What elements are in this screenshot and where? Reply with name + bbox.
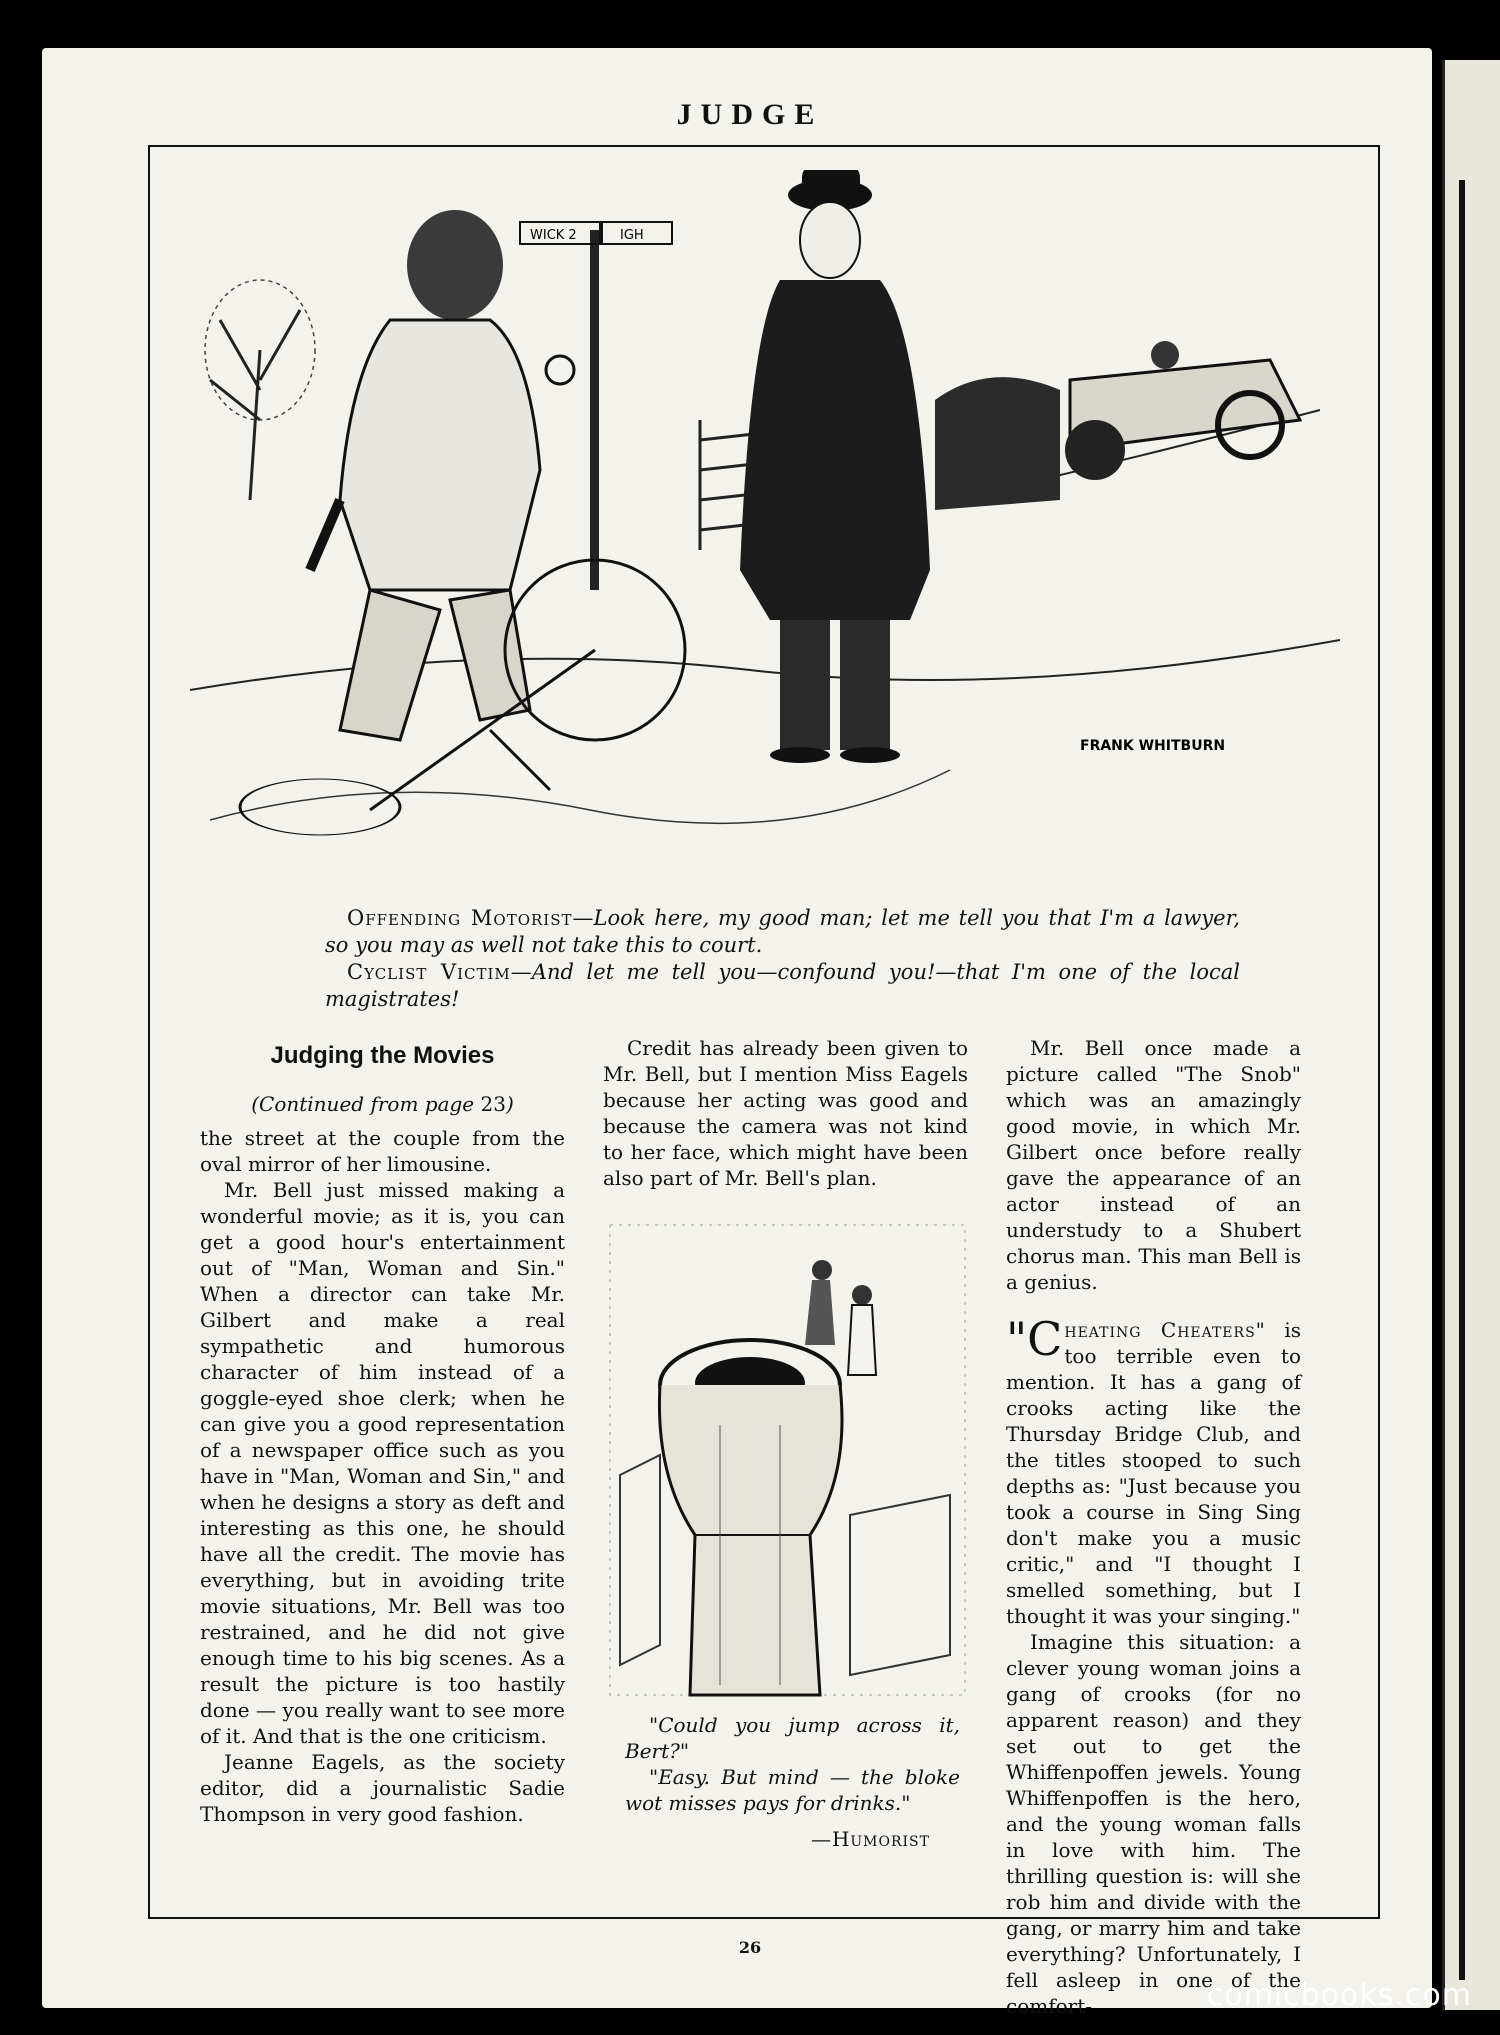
- article-column-3: [1006, 1035, 1301, 2019]
- signpost-left-text: WICK 2: [530, 228, 577, 243]
- car-drawing: [1065, 341, 1300, 480]
- caption-line-question: "Could you jump across it, Bert?": [625, 1713, 960, 1763]
- chimney-cartoon-caption: [625, 1712, 960, 1852]
- speech-offending-motorist: —Look here, my good man; let me tell you that I'm a lawyer, so you may as well not take this to court.: [325, 906, 1240, 957]
- watermark: comicbooks.com: [1206, 1978, 1472, 2013]
- page-number: 26: [738, 1938, 762, 1957]
- article-paragraph-cheating-cheaters: "Cheating Cheaters" is too terrible even to mention. It has a gang of crooks acting like the Thursday Bridge Club, and the titles stooped to such depths as: "Just because you took a course in Sing Sing don't make you a music critic," and "I thought I smelled something, but I thought it was your singing.": [1006, 1312, 1301, 1628]
- motorist-cartoon-illustration: [190, 170, 1340, 890]
- signpost-right-text: IGH: [620, 228, 644, 243]
- facing-page-edge: [1442, 60, 1500, 2010]
- cyclist-figure: [740, 170, 930, 763]
- speaker-offending-motorist: Offending Motorist: [347, 906, 573, 930]
- article-paragraph: Mr. Bell once made a picture called "The Snob" which was an amazingly good movie, in which Mr. Gilbert once before really gave the appearance of an actor instead of an understudy to a Shubert chorus man. This man Bell is a genius.: [1006, 1036, 1301, 1294]
- film-title: heating Cheaters": [1064, 1318, 1266, 1342]
- continued-note: (Continued from page 23): [251, 1092, 514, 1116]
- speech-cyclist-victim: —And let me tell you—confound you!—that I'm one of the local magistrates!: [325, 960, 1240, 1011]
- article-paragraph: Jeanne Eagels, as the society editor, did a journalistic Sadie Thompson in very good fashion.: [200, 1750, 565, 1826]
- signpost-drawing: [520, 222, 672, 590]
- article-paragraph: Credit has already been given to Mr. Bell, but I mention Miss Eagels because her acting was good and because the camera was not kind to her face, which might have been also part of Mr. Bell's plan.: [603, 1036, 968, 1190]
- chimney-cartoon-illustration: [600, 1215, 975, 1715]
- article-paragraph: the street at the couple from the oval mirror of her limousine.: [200, 1126, 565, 1176]
- article-headline: Judging the Movies: [270, 1042, 495, 1069]
- drop-cap: "C: [1006, 1312, 1063, 1366]
- cartoon-caption: [325, 905, 1240, 1013]
- tree-drawing: [205, 280, 315, 500]
- article-column-2: [603, 1035, 968, 1191]
- article-paragraph: Imagine this situation: a clever young woman joins a gang of crooks (for no apparent reason) and they set out to get the Whiffenpoffen jewels. Young Whiffenpoffen is the hero, and the young woman falls in love with him. The thrilling question is: will she rob him and divide with the gang, or marry him and take everything? Unfortunately, I fell asleep in one of the comfort-: [1006, 1630, 1301, 2018]
- article-column-1: [200, 1035, 565, 1827]
- artist-signature: FRANK WHITBURN: [1080, 738, 1226, 754]
- speaker-cyclist-victim: Cyclist Victim: [347, 960, 511, 984]
- article-paragraph: Mr. Bell just missed making a wonderful movie; as it is, you can get a good hour's entertainment out of "Man, Woman and Sin." When a director can take Mr. Gilbert and make a real sympathetic and humorous character of him instead of a goggle-eyed shoe clerk; when he can give you a good representation of a newspaper office such as you have in "Man, Woman and Sin," and when he designs a story as deft and interesting as this one, he should have all the credit. The movie has everything, but in avoiding trite movie situations, Mr. Bell was too restrained, and he did not give enough time to his big scenes. As a result the picture is too hastily done — you really want to see more of it. And that is the one criticism.: [200, 1178, 565, 1748]
- masthead: JUDGE: [676, 98, 824, 131]
- caption-line-answer: "Easy. But mind — the bloke wot misses pays for drinks.": [625, 1765, 960, 1815]
- motorist-figure: [310, 210, 574, 740]
- caption-credit: —Humorist: [810, 1827, 930, 1851]
